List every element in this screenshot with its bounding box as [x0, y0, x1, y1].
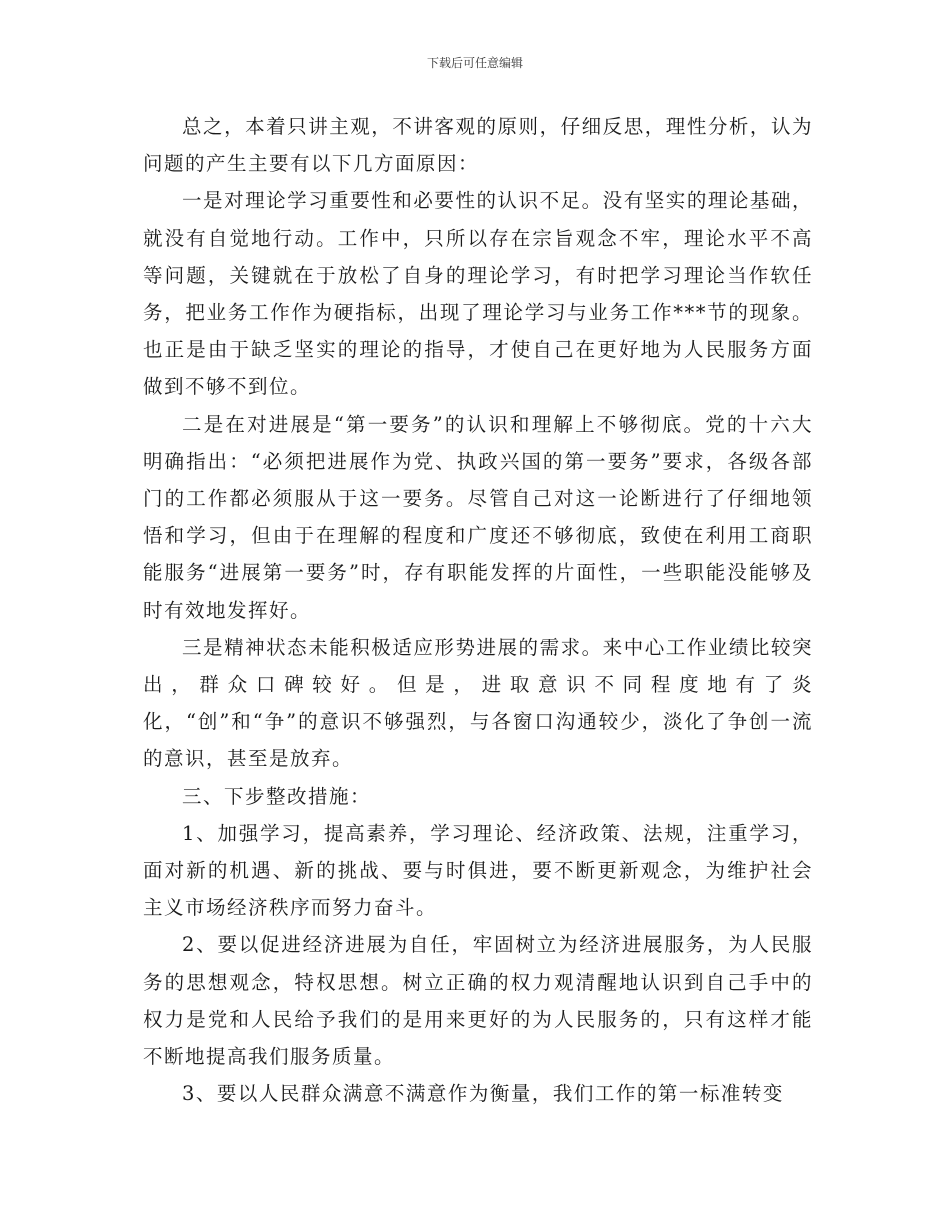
paragraph-measure-1: 1、加强学习，提高素养，学习理论、经济政策、法规，注重学习，面对新的机遇、新的挑战、要与时俱进，要不断更新观念，为维护社会主义市场经济秩序而努力奋斗。 [143, 821, 813, 920]
paragraph-reason-1: 一是对理论学习重要性和必要性的认识不足。没有坚实的理论基础，就没有自觉地行动。工作中，只所以存在宗旨观念不牢，理论水平不高等问题，关键就在于放松了自身的理论学习，有时把学习理论当作软任务，把业务工作作为硬指标，出现了理论学习与业务工作***节的现象。也正是由于缺乏坚实的理论的指导，才使自己在更好地为人民服务方面做到不够不到位。 [143, 189, 813, 399]
section-heading-measures: 三、下步整改措施： [182, 784, 372, 808]
paragraph-measure-3: 3、要以人民群众满意不满意作为衡量，我们工作的第一标准转变 [182, 1082, 784, 1106]
header-note: 下载后可任意编辑 [426, 56, 523, 70]
document-body [143, 108, 813, 1112]
paragraph-reason-3: 三是精神状态未能积极适应形势进展的需求。来中心工作业绩比较突出，群众口碑较好。但是，进取意识不同程度地有了炎化，“创”和“争”的意识不够强烈，与各窗口沟通较少，淡化了争创一流的意识，甚至是放弃。 [143, 635, 813, 771]
paragraph-reason-2: 二是在对进展是“第一要务”的认识和理解上不够彻底。党的十六大明确指出：“必须把进展作为党、执政兴国的第一要务”要求，各级各部门的工作都必须服从于这一要务。尽管自己对这一论断进行了仔细地领悟和学习，但由于在理解的程度和广度还不够彻底，致使在利用工商职能服务“进展第一要务”时，存有职能发挥的片面性，一些职能没能够及时有效地发挥好。 [143, 412, 813, 622]
paragraph-measure-2: 2、要以促进经济进展为自任，牢固树立为经济进展服务，为人民服务的思想观念，特权思想。树立正确的权力观清醒地认识到自己手中的权力是党和人民给予我们的是用来更好的为人民服务的，只有这样才能不断地提高我们服务质量。 [143, 933, 813, 1069]
paragraph-summary: 总之，本着只讲主观，不讲客观的原则，仔细反思，理性分析，认为问题的产生主要有以下几方面原因： [143, 115, 813, 176]
